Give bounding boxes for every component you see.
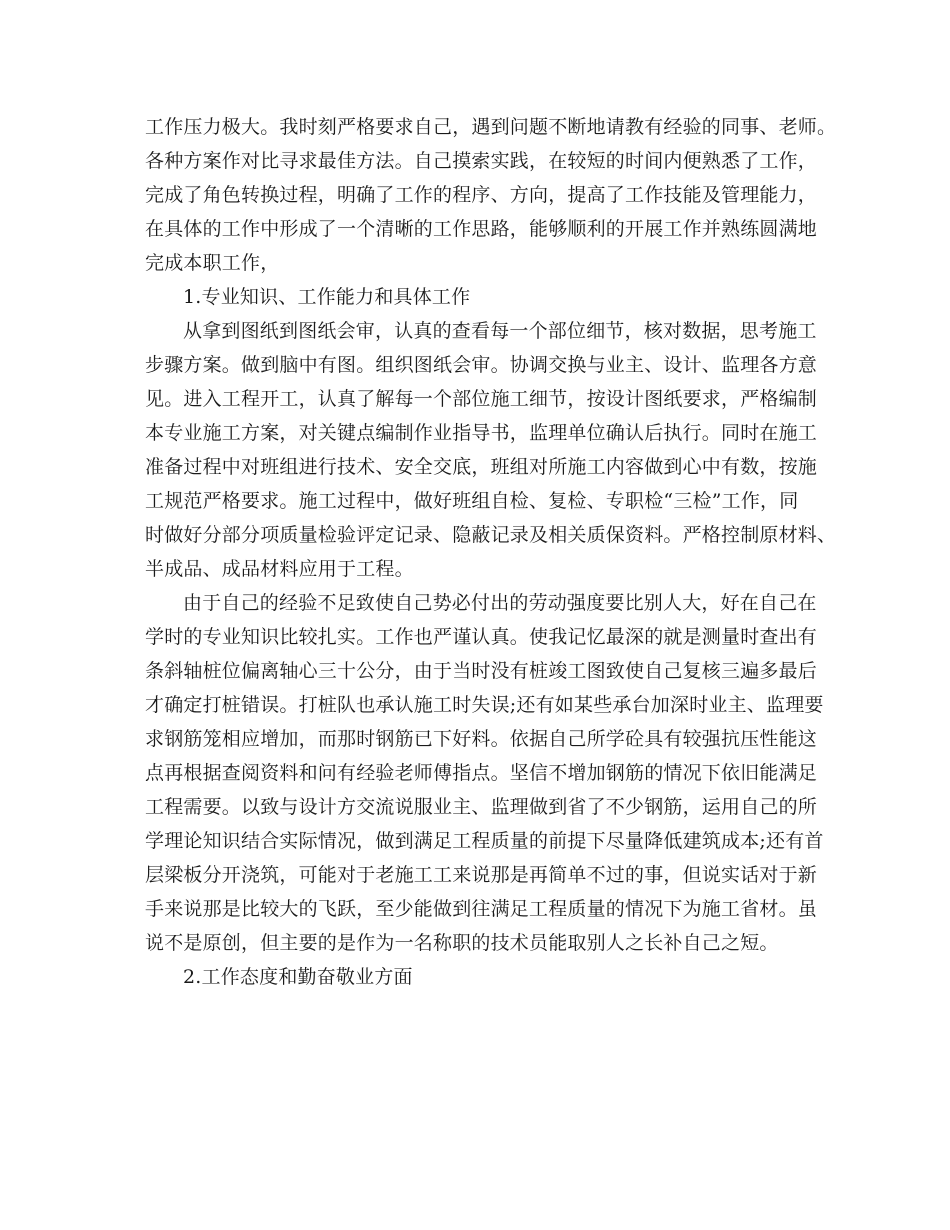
text-line: 条斜轴桩位偏离轴心三十公分，由于当时没有桩竣工图致使自己复核三遍多最后	[145, 660, 818, 682]
text-line: 准备过程中对班组进行技术、安全交底，班组对所施工内容做到心中有数，按施	[145, 456, 818, 478]
text-line: 本专业施工方案，对关键点编制作业指导书，监理单位确认后执行。同时在施工	[145, 422, 818, 444]
text-line: 从拿到图纸到图纸会审，认真的查看每一个部位细节，核对数据，思考施工	[183, 320, 817, 342]
text-line: 完成本职工作，	[145, 252, 280, 274]
text-line: 工作压力极大。我时刻严格要求自己，遇到问题不断地请教有经验的同事、老师。	[145, 116, 837, 138]
text-line: 求钢筋笼相应增加，而那时钢筋已下好料。依据自己所学砼具有较强抗压性能这	[145, 728, 818, 750]
text-line: 各种方案作对比寻求最佳方法。自己摸索实践，在较短的时间内便熟悉了工作，	[145, 150, 818, 172]
section-heading: 1.专业知识、工作能力和具体工作	[183, 286, 471, 308]
section-heading: 2.工作态度和勤奋敬业方面	[183, 966, 413, 988]
text-line: 在具体的工作中形成了一个清晰的工作思路，能够顺利的开展工作并熟练圆满地	[145, 218, 818, 240]
text-line: 工程需要。以致与设计方交流说服业主、监理做到省了不少钢筋，运用自己的所	[145, 796, 818, 818]
text-line: 由于自己的经验不足致使自己势必付出的劳动强度要比别人大，好在自己在	[183, 592, 817, 614]
text-line: 学理论知识结合实际情况，做到满足工程质量的前提下尽量降低建筑成本;还有首	[145, 830, 824, 852]
text-line: 工规范严格要求。施工过程中，做好班组自检、复检、专职检“三检”工作，同	[145, 490, 799, 512]
text-line: 见。进入工程开工，认真了解每一个部位施工细节，按设计图纸要求，严格编制	[145, 388, 818, 410]
text-line: 时做好分部分项质量检验评定记录、隐蔽记录及相关质保资料。严格控制原材料、	[145, 524, 837, 546]
text-line: 手来说那是比较大的飞跃，至少能做到往满足工程质量的情况下为施工省材。虽	[145, 898, 818, 920]
text-line: 层梁板分开浇筑，可能对于老施工工来说那是再简单不过的事，但说实话对于新	[145, 864, 818, 886]
text-line: 半成品、成品材料应用于工程。	[145, 558, 414, 580]
text-line: 学时的专业知识比较扎实。工作也严谨认真。使我记忆最深的就是测量时查出有	[145, 626, 818, 648]
text-line: 说不是原创，但主要的是作为一名称职的技术员能取别人之长补自己之短。	[145, 932, 779, 954]
text-line: 才确定打桩错误。打桩队也承认施工时失误;还有如某些承台加深时业主、监理要	[145, 694, 824, 716]
text-line: 步骤方案。做到脑中有图。组织图纸会审。协调交换与业主、设计、监理各方意	[145, 354, 818, 376]
text-line: 完成了角色转换过程，明确了工作的程序、方向，提高了工作技能及管理能力，	[145, 184, 818, 206]
text-line: 点再根据查阅资料和问有经验老师傅指点。坚信不增加钢筋的情况下依旧能满足	[145, 762, 818, 784]
